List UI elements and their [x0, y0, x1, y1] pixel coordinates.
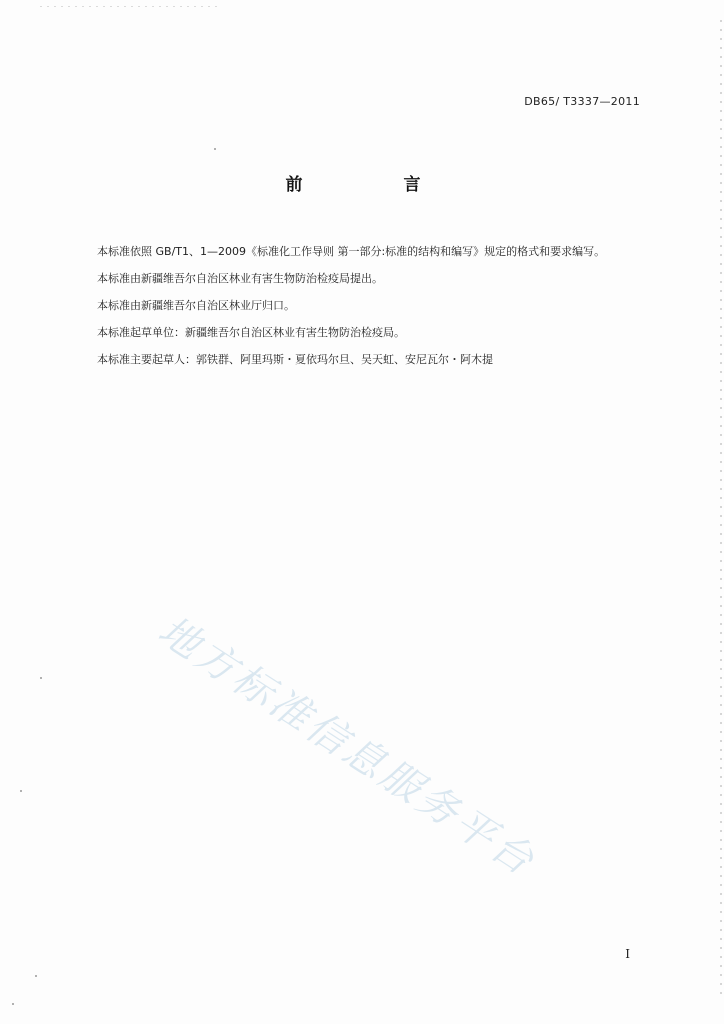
paragraph-drafting-unit: 本标准起草单位：新疆维吾尔自治区林业有害生物防治检疫局。	[97, 326, 405, 339]
paragraph-drafters: 本标准主要起草人：郭铁群、阿里玛斯・夏依玛尔旦、吴天虹、安尼瓦尔・阿木提	[97, 353, 493, 366]
paragraph-proposer: 本标准由新疆维吾尔自治区林业有害生物防治检疫局提出。	[97, 272, 383, 285]
scan-speck	[20, 790, 22, 792]
scan-artifact-top	[40, 6, 220, 7]
watermark: 地方标准信息服务平台	[150, 607, 545, 886]
page-title: 前 言	[285, 175, 463, 195]
scan-speck	[12, 1003, 14, 1005]
page-number: I	[625, 947, 630, 961]
paragraph-format: 本标准依照 GB/T1、1—2009《标准化工作导则 第一部分:标准的结构和编写》规定的格式和要求编写。	[97, 245, 606, 258]
scan-speck	[214, 148, 216, 150]
paragraph-administrator: 本标准由新疆维吾尔自治区林业厅归口。	[97, 299, 295, 312]
body-text	[75, 238, 645, 373]
scan-speck	[35, 975, 37, 977]
scan-artifact-right-edge	[720, 20, 722, 1000]
scan-speck	[40, 677, 42, 679]
standard-code: DB65/ T3337—2011	[524, 95, 640, 108]
